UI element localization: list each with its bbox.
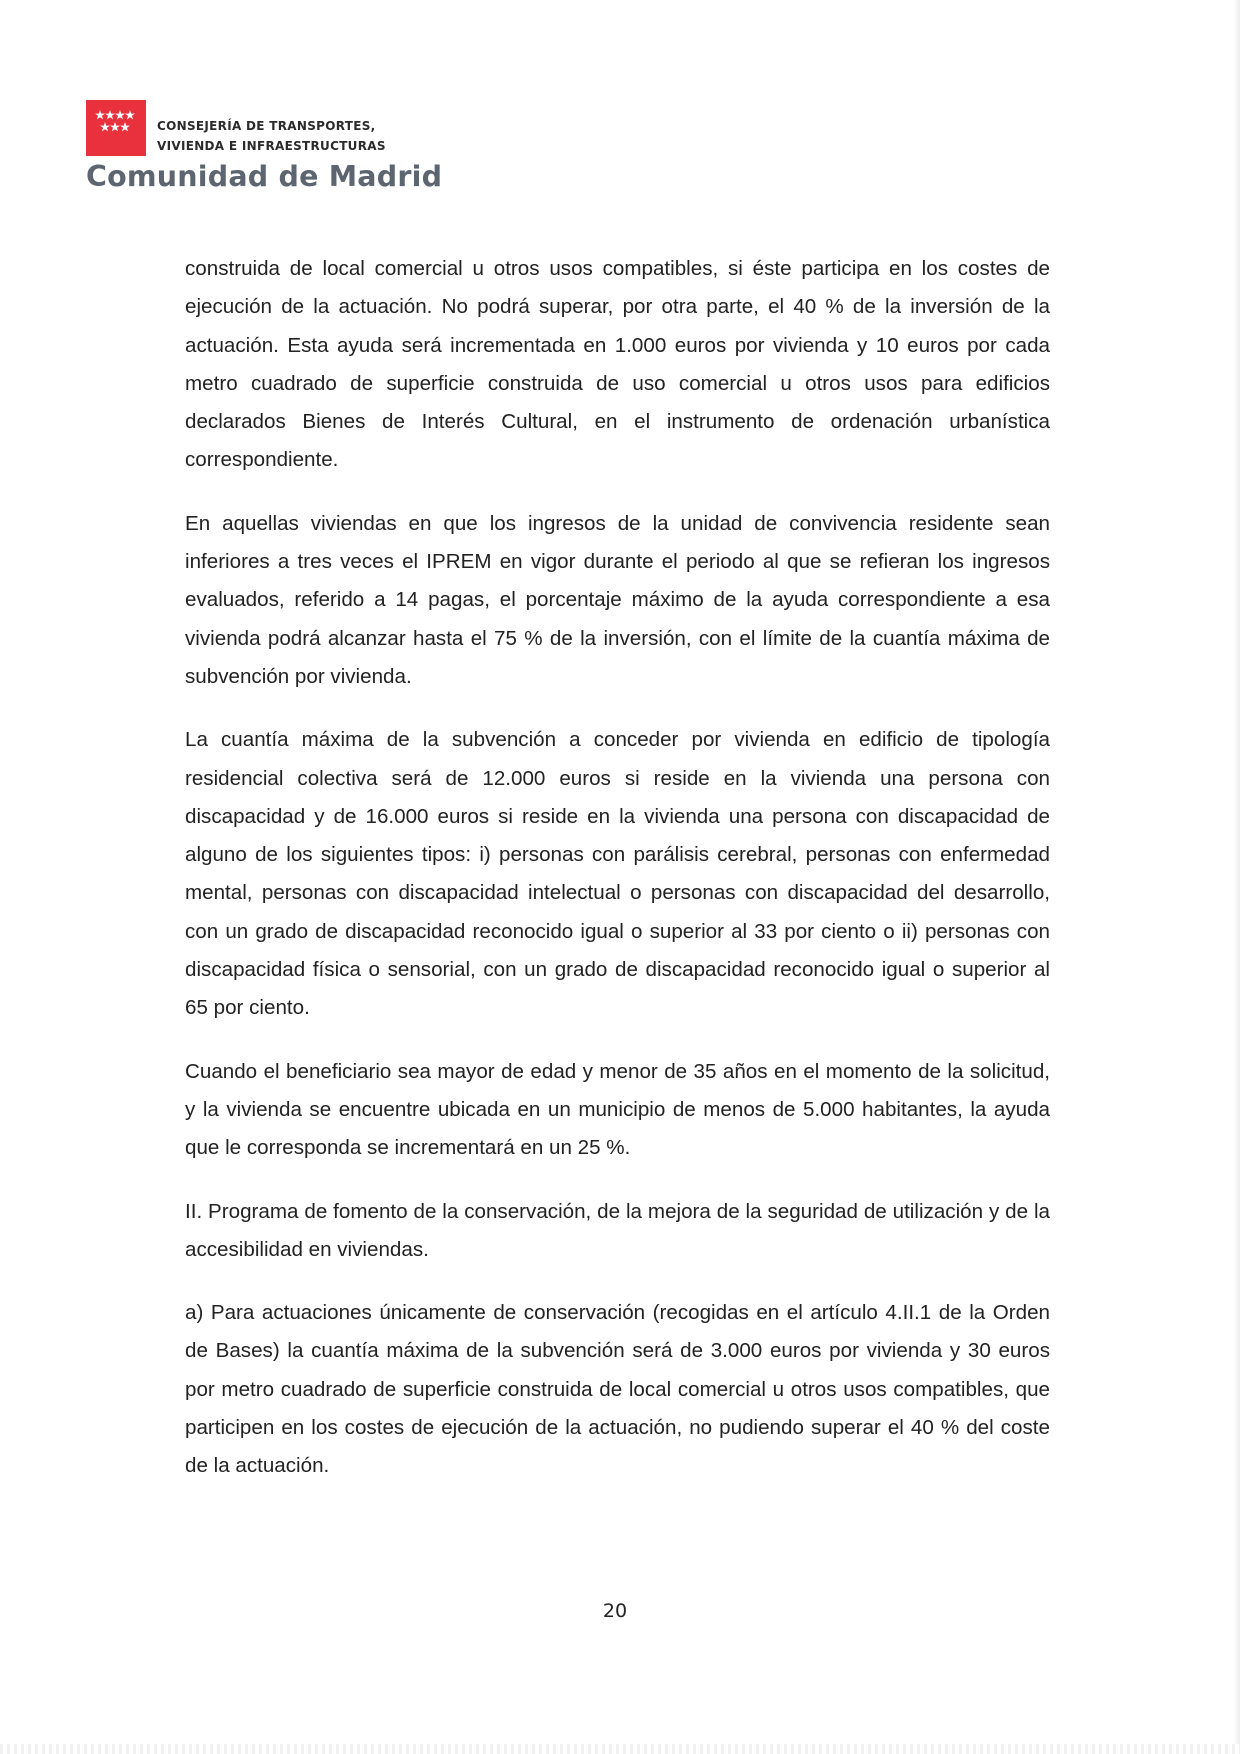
madrid-stars-flag-icon bbox=[86, 100, 146, 156]
organization-name: Comunidad de Madrid bbox=[86, 160, 443, 193]
page-number: 20 bbox=[602, 1600, 628, 1622]
paragraph: II. Programa de fomento de la conservación, de la mejora de la seguridad de utilización y de la accesibilidad en viviendas. bbox=[185, 1199, 1050, 1261]
scan-bottom-edge bbox=[0, 1744, 1240, 1754]
department-line-1: CONSEJERÍA DE TRANSPORTES, bbox=[157, 119, 376, 133]
letterhead bbox=[86, 100, 486, 200]
paragraph: construida de local comercial u otros usos compatibles, si éste participa en los costes de ejecución de la actuación. No podrá superar, por otra parte, el 40 % de la inversión de la actuación. Esta ayuda será incrementada en 1.000 euros por vivienda y 10 euros por cada metro cuadrado de superficie construida de uso comercial u otros usos para edificios declarados Bienes de Interés Cultural, en el instrumento de ordenación urbanística correspondiente. bbox=[185, 257, 1050, 472]
document-body bbox=[185, 250, 1050, 1511]
paragraph: Cuando el beneficiario sea mayor de edad y menor de 35 años en el momento de la solicitud, y la vivienda se encuentre ubicada en un municipio de menos de 5.000 habitantes, la ayuda que le corresponda se incrementará en un 25 %. bbox=[185, 1059, 1050, 1160]
department-line-2: VIVIENDA E INFRAESTRUCTURAS bbox=[157, 139, 386, 153]
department-name bbox=[157, 116, 386, 156]
paragraph: En aquellas viviendas en que los ingresos de la unidad de convivencia residente sean inferiores a tres veces el IPREM en vigor durante el periodo al que se refieran los ingresos evaluados, referido a 14 pagas, el porcentaje máximo de la ayuda correspondiente a esa vivienda podrá alcanzar hasta el 75 % de la inversión, con el límite de la cuantía máxima de subvención por vivienda. bbox=[185, 511, 1050, 688]
paragraph: a) Para actuaciones únicamente de conservación (recogidas en el artículo 4.II.1 de la Orden de Bases) la cuantía máxima de la subvención será de 3.000 euros por vivienda y 30 euros por metro cuadrado de superficie construida de local comercial u otros usos compatibles, que participen en los costes de ejecución de la actuación, no pudiendo superar el 40 % del coste de la actuación. bbox=[185, 1301, 1050, 1478]
paragraph: La cuantía máxima de la subvención a conceder por vivienda en edificio de tipología residencial colectiva será de 12.000 euros si reside en la vivienda una persona con discapacidad y de 16.000 euros si reside en la vivienda una persona con discapacidad de alguno de los siguientes tipos: i) personas con parálisis cerebral, personas con enfermedad mental, personas con discapacidad intelectual o personas con discapacidad del desarrollo, con un grado de discapacidad reconocido igual o superior al 33 por ciento o ii) personas con discapacidad física o sensorial, con un grado de discapacidad reconocido igual o superior al 65 por ciento. bbox=[185, 728, 1050, 1020]
scan-edge-shadow bbox=[1234, 0, 1240, 1754]
